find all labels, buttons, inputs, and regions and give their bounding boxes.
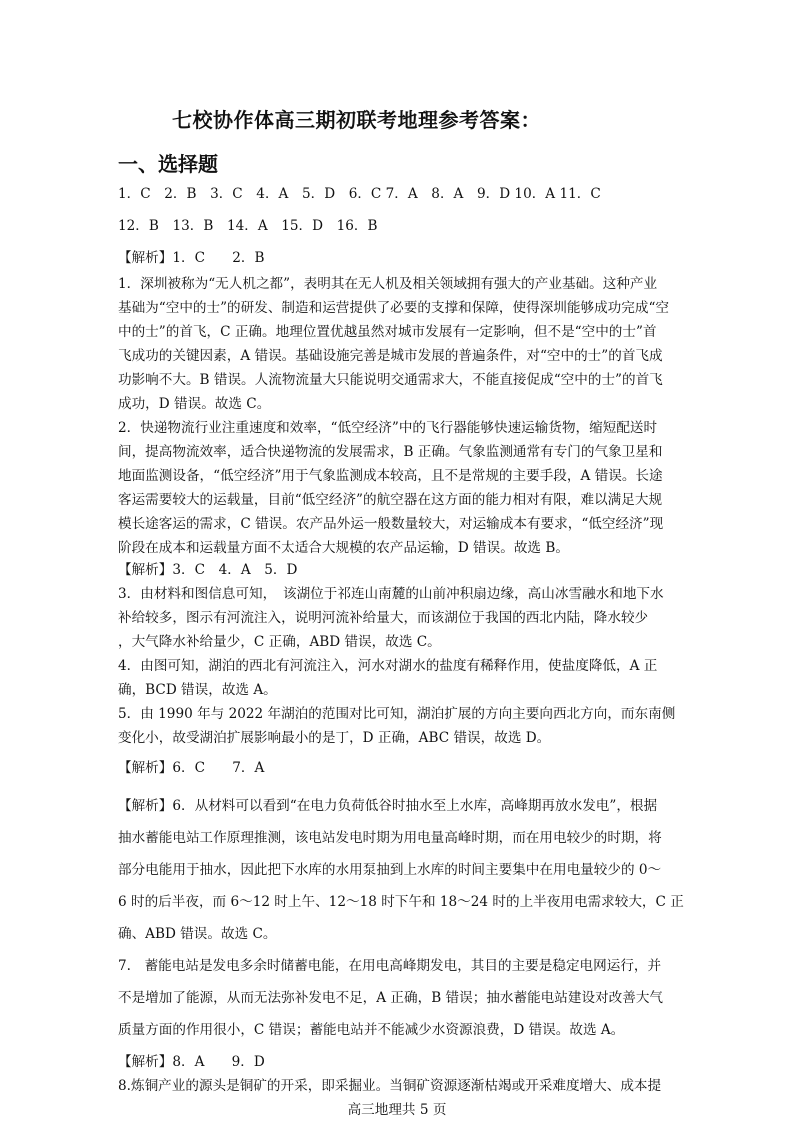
- paragraph-line: 飞成功的关键因素，A 错误。基础设施完善是城市发展的普遍条件，对“空中的士”的首飞成: [118, 348, 663, 364]
- paragraph-line: 地面监测设备，“低空经济”用于气象监测成本较高，且不是常规的主要手段，A 错误。长途: [118, 468, 663, 484]
- analysis-heading-8-9: 【解析】8．A 9．D: [118, 1054, 265, 1070]
- paragraph-line: 补给较多，图示有河流注入，说明河流补给量大，而该湖位于我国的西北内陆，降水较少: [118, 610, 649, 626]
- analysis-heading-3-5: 【解析】3．C 4．A 5．D: [118, 562, 298, 578]
- paragraph-line: 7. 蓄能电站是发电多余时储蓄电能，在用电高峰期发电，其目的主要是稳定电网运行，并: [118, 958, 662, 974]
- answer-key-line-2: 12．B 13．B 14．A 15．D 16．B: [118, 218, 378, 234]
- paragraph-q1: [118, 272, 686, 416]
- paragraph-line: 抽水蓄能电站工作原理推测，该电站发电时期为用电量高峰时期，而在用电较少的时期，将: [118, 830, 662, 846]
- paragraph-line: 2．快递物流行业注重速度和效率，“低空经济”中的飞行器能够快速运输货物，缩短配送时: [118, 420, 658, 436]
- paragraph-line: 间，提高物流效率，适合快递物流的发展需求，B 正确。气象监测通常有专门的气象卫星和: [118, 444, 663, 460]
- paragraph-line: 1．深圳被称为“无人机之都”，表明其在无人机及相关领域拥有强大的产业基础。这种产业: [118, 276, 658, 292]
- paragraph-line: 部分电能用于抽水，因此把下水库的水用泵抽到上水库的时间主要集中在用电量较少的 0～: [118, 862, 662, 878]
- document-title: 七校协作体高三期初联考地理参考答案：: [172, 108, 541, 132]
- paragraph-q7: [118, 950, 686, 1046]
- paragraph-q8: [118, 1074, 686, 1098]
- paragraph-line: 阶段在成本和运载量方面不太适合大规模的农产品运输，D 错误。故选 B。: [118, 540, 569, 556]
- paragraph-line: 【解析】6．从材料可以看到“在电力负荷低谷时抽水至上水库，高峰期再放水发电”，根据: [118, 798, 658, 814]
- paragraph-q5: [118, 702, 686, 750]
- paragraph-line: 变化小，故受湖泊扩展影响最小的是丁，D 正确，ABC 错误，故选 D。: [118, 730, 551, 746]
- paragraph-line: 基础为“空中的士”的研发、制造和运营提供了必要的支撑和保障，使得深圳能够成功完成“空: [118, 300, 670, 316]
- paragraph-line: 确，BCD 错误，故选 A。: [118, 682, 277, 698]
- paragraph-q2: [118, 416, 686, 560]
- answer-key-line-1: 1．C 2．B 3．C 4．A 5．D 6．C 7．A 8．A 9．D 10．A 11．C: [118, 186, 601, 202]
- paragraph-q6: [118, 790, 686, 950]
- paragraph-line: 成功，D 错误。故选 C。: [118, 396, 271, 412]
- paragraph-line: 4．由图可知，湖泊的西北有河流注入，河水对湖水的盐度有稀释作用，使盐度降低，A 正: [118, 658, 658, 674]
- paragraph-line: 3．由材料和图信息可知， 该湖位于祁连山南麓的山前冲积扇边缘，高山冰雪融水和地下水: [118, 586, 664, 602]
- analysis-heading-6-7: 【解析】6．C 7．A: [118, 760, 265, 776]
- paragraph-line: 6 时的后半夜，而 6～12 时上午、12～18 时下午和 18～24 时的上半夜用电需求较大，C 正: [118, 894, 684, 910]
- paragraph-line: 5．由 1990 年与 2022 年湖泊的范围对比可知，湖泊扩展的方向主要向西北方向，而东南侧: [118, 706, 676, 722]
- paragraph-line: 确、ABD 错误。故选 C。: [118, 926, 277, 942]
- paragraph-line: 不是增加了能源，从而无法弥补发电不足，A 正确，B 错误；抽水蓄能电站建设对改善大气: [118, 990, 664, 1006]
- paragraph-line: 功影响不大。B 错误。人流物流量大只能说明交通需求大，不能直接促成“空中的士”的首飞: [118, 372, 663, 388]
- paragraph-q4: [118, 654, 686, 702]
- page-footer: 高三地理共 5 页: [347, 1102, 447, 1118]
- section-heading-choice: 一、选择题: [118, 152, 218, 176]
- paragraph-line: 客运需要较大的运载量，目前“低空经济”的航空器在这方面的能力相对有限，难以满足大规: [118, 492, 663, 508]
- paragraph-line: 8.炼铜产业的源头是铜矿的开采，即采掘业。当铜矿资源逐渐枯竭或开采难度增大、成本提: [118, 1078, 662, 1094]
- paragraph-line: 中的士”的首飞，C 正确。地理位置优越虽然对城市发展有一定影响，但不是“空中的士”首: [118, 324, 657, 340]
- paragraph-line: 模长途客运的需求，C 错误。农产品外运一般数量较大，对运输成本有要求，“低空经济”现: [118, 516, 664, 532]
- analysis-heading-1-2: 【解析】1．C 2．B: [118, 250, 265, 266]
- paragraph-line: 质量方面的作用很小，C 错误；蓄能电站并不能减少水资源浪费，D 错误。故选 A。: [118, 1022, 625, 1038]
- paragraph-line: ，大气降水补给量少，C 正确，ABD 错误，故选 C。: [118, 634, 441, 650]
- paragraph-q3: [118, 582, 686, 654]
